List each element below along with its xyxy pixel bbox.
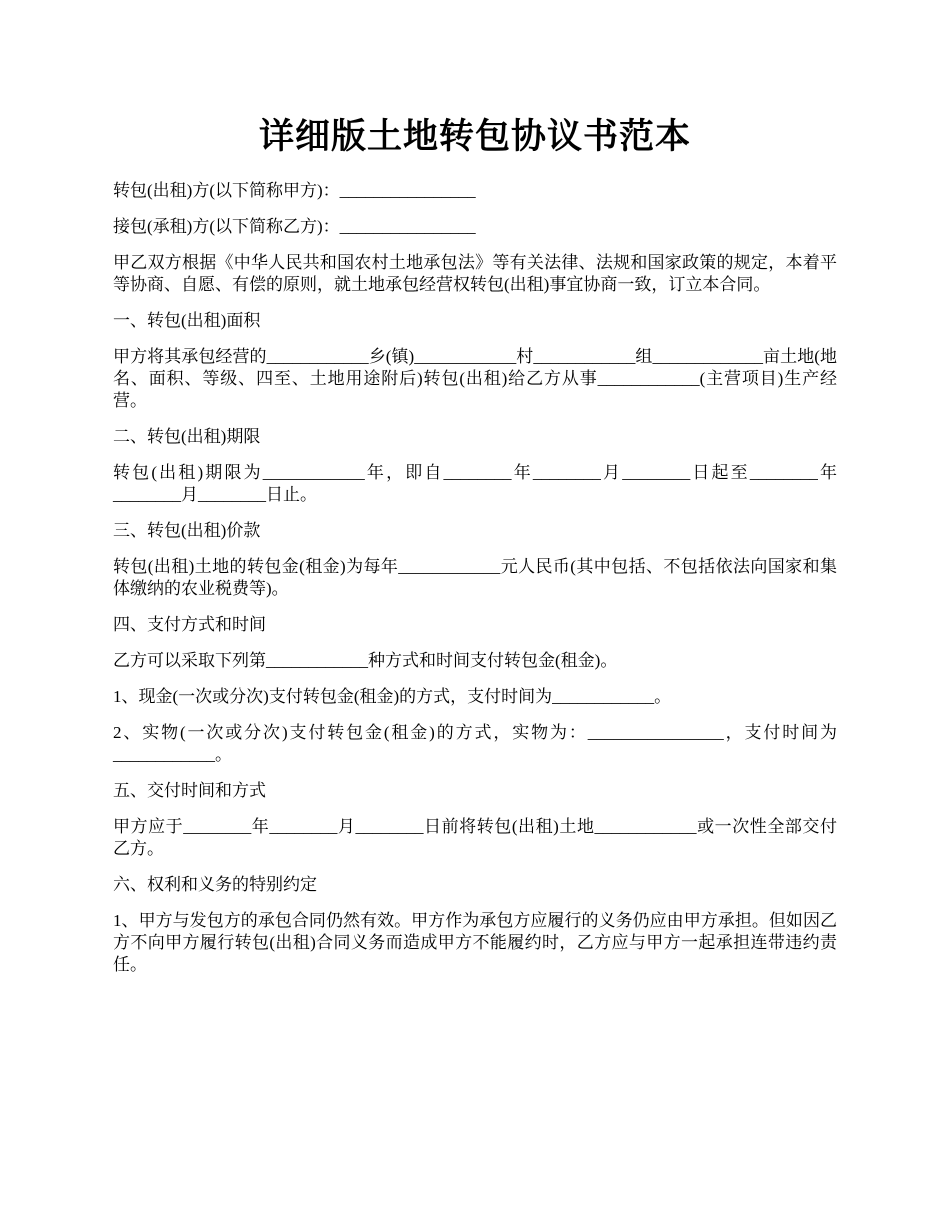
delivery-clause: 甲方应于________年________月________日前将转包(出租)土地____________或一次性全部交付乙方。 (113, 817, 837, 858)
section-heading-rights: 六、权利和义务的特别约定 (113, 875, 317, 894)
preamble-paragraph: 甲乙双方根据《中华人民共和国农村土地承包法》等有关法律、法规和国家政策的规定，本着平等协商、自愿、有偿的原则，就土地承包经营权转包(出租)事宜协商一致，订立本合同。 (113, 253, 837, 294)
party-a-line: 转包(出租)方(以下简称甲方)：________________ (113, 181, 476, 200)
payment-cash-clause: 1、现金(一次或分次)支付转包金(租金)的方式，支付时间为____________。 (113, 687, 672, 706)
document-page (113, 0, 837, 976)
section-heading-price: 三、转包(出租)价款 (113, 521, 261, 540)
section-heading-delivery: 五、交付时间和方式 (113, 781, 266, 800)
section-heading-payment: 四、支付方式和时间 (113, 615, 266, 634)
section-heading-term: 二、转包(出租)期限 (113, 427, 261, 446)
rights-clause-1: 1、甲方与发包方的承包合同仍然有效。甲方作为承包方应履行的义务仍应由甲方承担。但如因乙方不向甲方履行转包(出租)合同义务而造成甲方不能履约时，乙方应与甲方一起承担连带违约责任。 (113, 911, 837, 974)
area-clause: 甲方将其承包经营的____________乡(镇)____________村____________组_____________亩土地(地名、面积、等级、四至、土地用途附后)转包(出租)给乙方从事____________(主营项目)生产经营。 (113, 347, 837, 410)
price-clause: 转包(出租)土地的转包金(租金)为每年____________元人民币(其中包括、不包括依法向国家和集体缴纳的农业税费等)。 (113, 557, 837, 598)
payment-goods-clause: 2、实物(一次或分次)支付转包金(租金)的方式，实物为：________________，支付时间为____________。 (113, 723, 837, 764)
section-heading-area: 一、转包(出租)面积 (113, 311, 261, 330)
term-clause: 转包(出租)期限为____________年，即自________年________月________日起至________年________月________日止。 (113, 463, 837, 504)
payment-clause: 乙方可以采取下列第____________种方式和时间支付转包金(租金)。 (113, 651, 618, 670)
party-b-line: 接包(承租)方(以下简称乙方)：________________ (113, 217, 476, 236)
document-title: 详细版土地转包协议书范本 (258, 117, 691, 156)
